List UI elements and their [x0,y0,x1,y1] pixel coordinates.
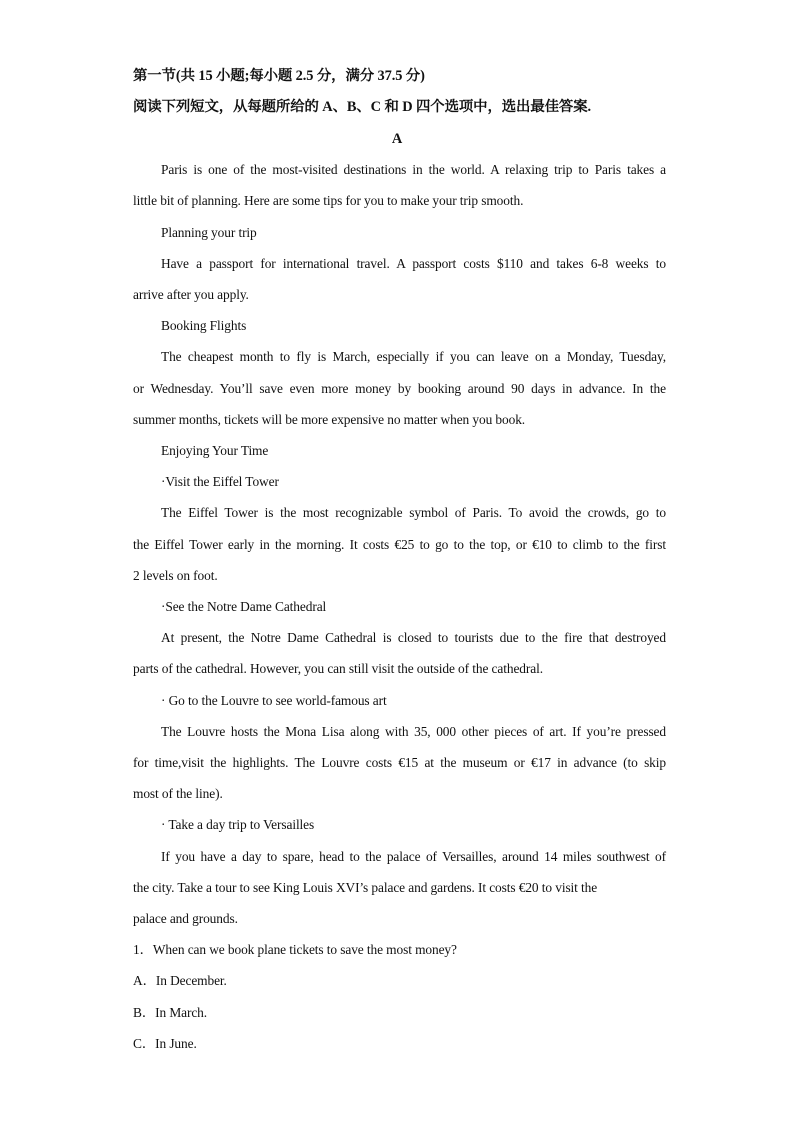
option-a: A．In December. [133,973,227,988]
passage-label: A [391,131,403,147]
paragraph-louvre-line-3: most of the line). [133,786,223,801]
subheading-booking: Booking Flights [161,318,247,333]
subheading-enjoying: Enjoying Your Time [161,443,269,458]
subheading-planning: Planning your trip [161,225,257,240]
paragraph-flights-line-3: summer months, tickets will be more expensive no matter when you book. [133,412,526,427]
paragraph-versailles-line-1: If you have a day to spare, head to the palace of Versailles, around 14 miles southwest of [161,849,666,864]
instruction-text: 阅读下列短文，从每题所给的 A、B、C 和 D 四个选项中，选出最佳答案. [133,99,592,115]
option-c: C．In June. [133,1036,197,1051]
paragraph-louvre-line-2: for time,visit the highlights. The Louvre costs €15 at the museum or €17 in advance (to skip [133,755,666,770]
paragraph-intro-line-2: little bit of planning. Here are some tips for you to make your trip smooth. [133,193,524,208]
bullet-versailles: · Take a day trip to Versailles [161,817,315,832]
question-stem: 1．When can we book plane tickets to save the most money? [133,942,457,957]
bullet-louvre: · Go to the Louvre to see world-famous art [161,693,387,708]
paragraph-notre-dame-line-1: At present, the Notre Dame Cathedral is closed to tourists due to the fire that destroyed [161,630,666,645]
bullet-eiffel: ·Visit the Eiffel Tower [161,474,279,489]
paragraph-flights-line-1: The cheapest month to fly is March, especially if you can leave on a Monday, Tuesday, [161,349,666,364]
paragraph-versailles-line-2: the city. Take a tour to see King Louis XVI’s palace and gardens. It costs €20 to visit the [133,880,598,895]
paragraph-versailles-line-3: palace and grounds. [133,911,238,926]
paragraph-intro-line-1: Paris is one of the most-visited destinations in the world. A relaxing trip to Paris takes a [161,162,666,177]
paragraph-passport-line-1: Have a passport for international travel. A passport costs $110 and takes 6-8 weeks to [161,256,666,271]
paragraph-eiffel-line-2: the Eiffel Tower early in the morning. It costs €25 to go to the top, or €10 to climb to the first [133,537,666,552]
paragraph-passport-line-2: arrive after you apply. [133,287,249,302]
paragraph-eiffel-line-3: 2 levels on foot. [133,568,218,583]
paragraph-flights-line-2: or Wednesday. You’ll save even more money by booking around 90 days in advance. In the [133,381,666,396]
section-heading: 第一节(共 15 小题;每小题 2.5 分，满分 37.5 分) [133,68,425,84]
bullet-notre-dame: ·See the Notre Dame Cathedral [161,599,327,614]
paragraph-notre-dame-line-2: parts of the cathedral. However, you can still visit the outside of the cathedral. [133,661,543,676]
paragraph-louvre-line-1: The Louvre hosts the Mona Lisa along with 35, 000 other pieces of art. If you’re pressed [161,724,666,739]
paragraph-eiffel-line-1: The Eiffel Tower is the most recognizable symbol of Paris. To avoid the crowds, go to [161,505,666,520]
option-b: B．In March. [133,1005,208,1020]
